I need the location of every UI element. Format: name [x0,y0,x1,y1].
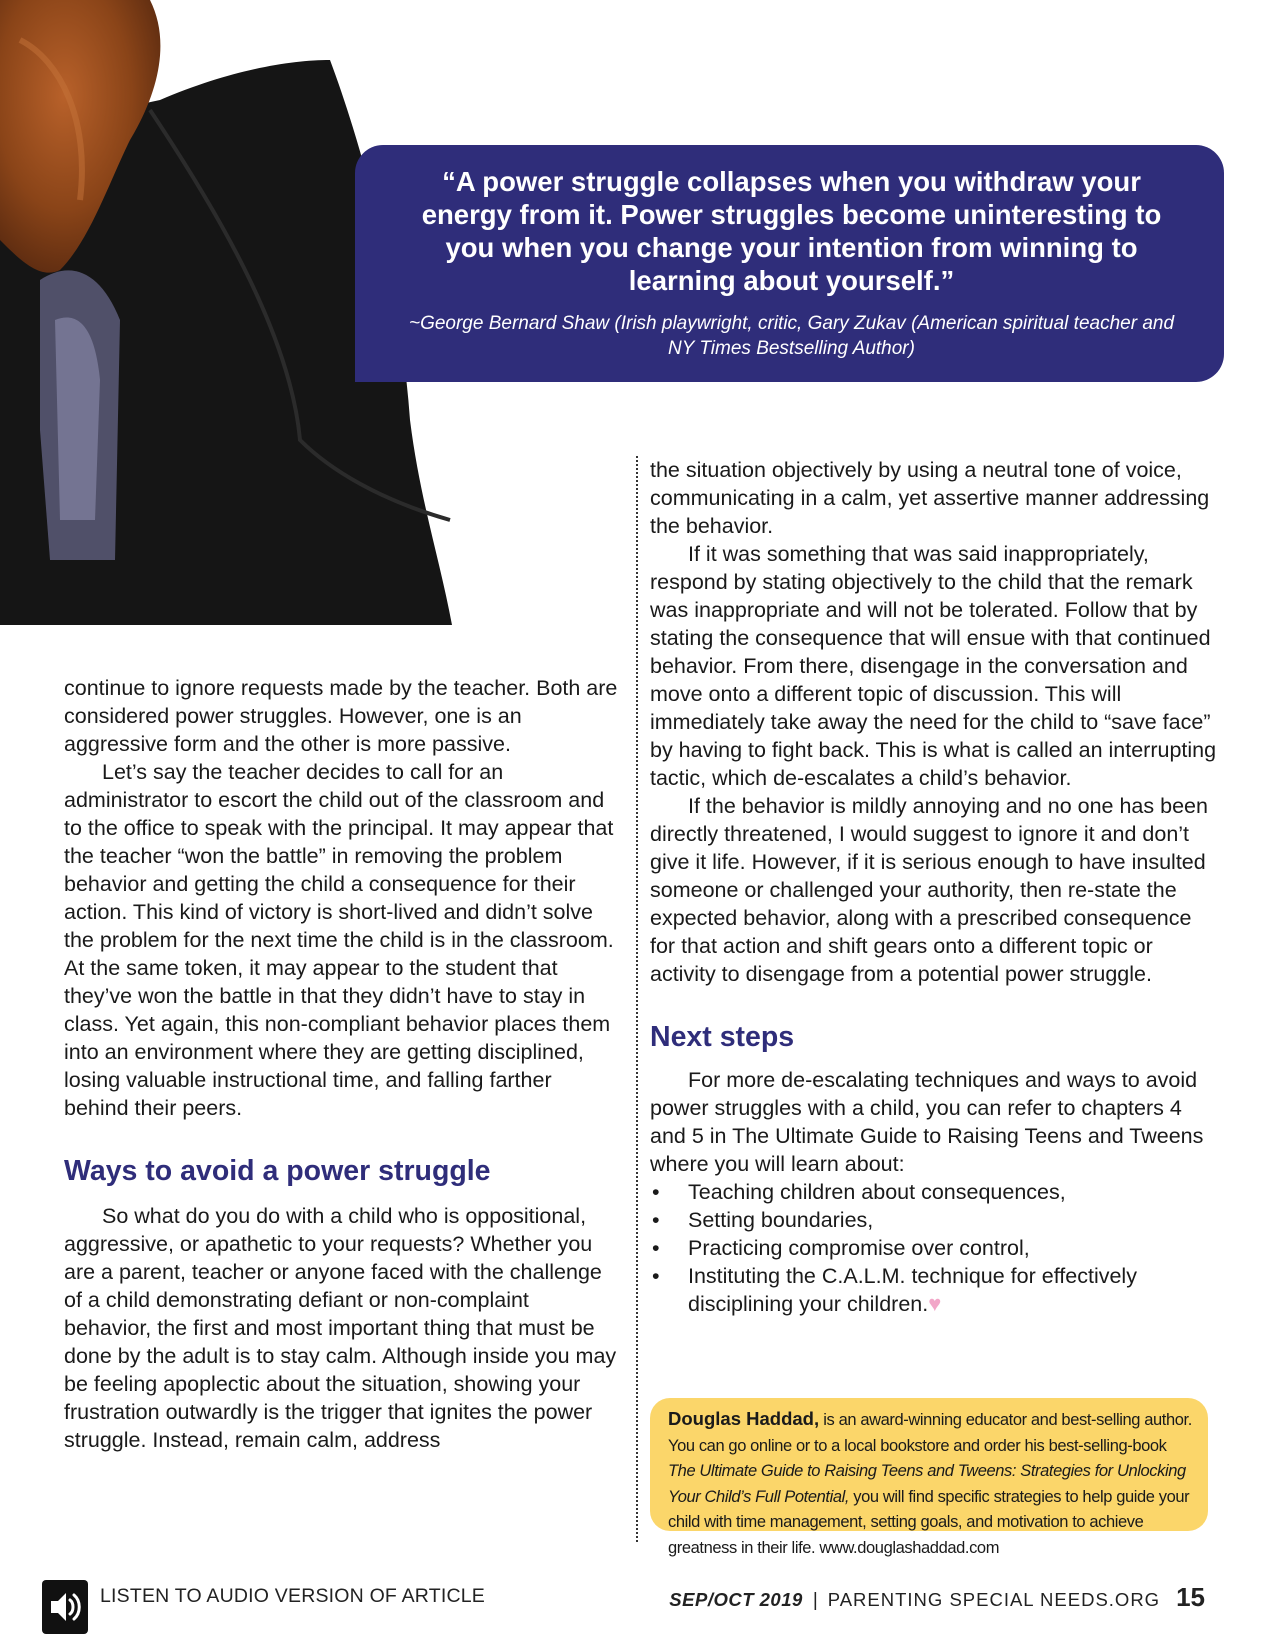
bullet-marker: • [652,1236,660,1260]
column-divider [636,456,638,1542]
left-paragraph-1: continue to ignore requests made by the teacher. Both are considered power struggles. However, one is an aggressive form and the other is more passive. [64,676,618,756]
site-name: PARENTING SPECIAL NEEDS.ORG [827,1589,1161,1610]
list-item-text: Teaching children about consequences, [688,1180,1066,1204]
author-bio [668,1406,1194,1561]
footer-separator: | [812,1590,818,1611]
page-footer [669,1582,1205,1613]
pull-quote [355,145,1224,382]
bullet-marker: • [652,1264,660,1288]
section-heading-next-steps: Next steps [650,1021,795,1053]
page-number: 15 [1176,1582,1205,1612]
list-item [650,1206,1220,1234]
speaker-icon[interactable] [42,1580,88,1634]
list-item-text: Instituting the C.A.L.M. technique for effectively disciplining your children. [688,1264,1137,1316]
left-column [64,674,620,1454]
author-name: Douglas Haddad, [668,1408,820,1429]
bullet-marker: • [652,1180,660,1204]
heart-icon: ♥ [928,1291,942,1316]
right-paragraph-2: If it was something that was said inappropriately, respond by stating objectively to the child that the remark was inappropriate and will not be tolerated. Follow that by stating the consequence that will ensue with that continued behavior. From there, disengage in the conversation and move onto a different topic of discussion. This will immediately take away the need for the child to “save face” by having to fight back. This is what is called an interrupting tactic, which de-escalates a child’s behavior. [650,542,1217,790]
right-paragraph-3: If the behavior is mildly annoying and no one has been directly threatened, I would suggest to ignore it and don’t give it life. However, if it is serious enough to have insulted someone or challenged your authority, then re-state the expected behavior, along with a prescribed consequence for that action and shift gears onto a different topic or activity to disengage from a potential power struggle. [650,794,1208,986]
quote-attribution: ~George Bernard Shaw (Irish playwright, critic, Gary Zukav (American spiritual teacher and NY Times Bestselling Author) [408,313,1175,359]
list-item [650,1178,1220,1206]
issue-date: SEP/OCT 2019 [669,1589,803,1610]
technique-list [650,1178,1220,1318]
left-paragraph-3: So what do you do with a child who is oppositional, aggressive, or apathetic to your requests? Whether you are a parent, teacher or anyone faced with the challenge of a child demonstrating defiant or non-complaint behavior, the first and most important thing that must be done by the adult is to stay calm. Although inside you may be feeling apoplectic about the situation, showing your frustration outwardly is the trigger that ignites the power struggle. Instead, remain calm, address [64,1204,617,1452]
book-title: The Ultimate Guide to Raising Teens and Tweens: Strategies for Unlocking Your Child’s Full Potential, [668,1462,1186,1506]
right-paragraph-4: For more de-escalating techniques and ways to avoid power struggles with a child, you can refer to chapters 4 and 5 in The Ultimate Guide to Raising Teens and Tweens where you will learn about: [650,1068,1204,1176]
bullet-marker: • [652,1208,660,1232]
list-item-text: Setting boundaries, [688,1208,874,1232]
left-paragraph-2: Let’s say the teacher decides to call for an administrator to escort the child out of the classroom and to the office to speak with the principal. It may appear that the teacher “won the battle” in removing the problem behavior and getting the child a consequence for their action. This kind of victory is short-lived and didn’t solve the problem for the next time the child is in the classroom. At the same token, it may appear to the student that they’ve won the battle in that they didn’t have to stay in class. Yet again, this non-compliant behavior places them into an environment where they are getting disciplined, losing valuable instructional time, and falling farther behind their peers. [64,760,614,1120]
section-heading-ways-to-avoid: Ways to avoid a power struggle [64,1155,491,1187]
quote-text: “A power struggle collapses when you withdraw your energy from it. Power struggles become uninteresting to you when you change your intention from winning to learning about yourself.” [421,166,1162,296]
list-item [650,1262,1220,1318]
bio-text-2: you will find specific strategies to help guide your child with time management, setting goals, and motivation to achieve greatness in their life. www.douglashaddad.com [668,1487,1190,1557]
author-bio-box [650,1398,1208,1557]
audio-link[interactable]: LISTEN TO AUDIO VERSION OF ARTICLE [100,1585,485,1607]
right-column [650,456,1220,1318]
right-paragraph-1: the situation objectively by using a neutral tone of voice, communicating in a calm, yet assertive manner addressing the behavior. [650,458,1210,538]
list-item-text: Practicing compromise over control, [688,1236,1030,1260]
bio-text-1: is an award-winning educator and best-selling author. You can go online or to a local bookstore and order his best-selling-book [668,1411,1192,1455]
list-item [650,1234,1220,1262]
